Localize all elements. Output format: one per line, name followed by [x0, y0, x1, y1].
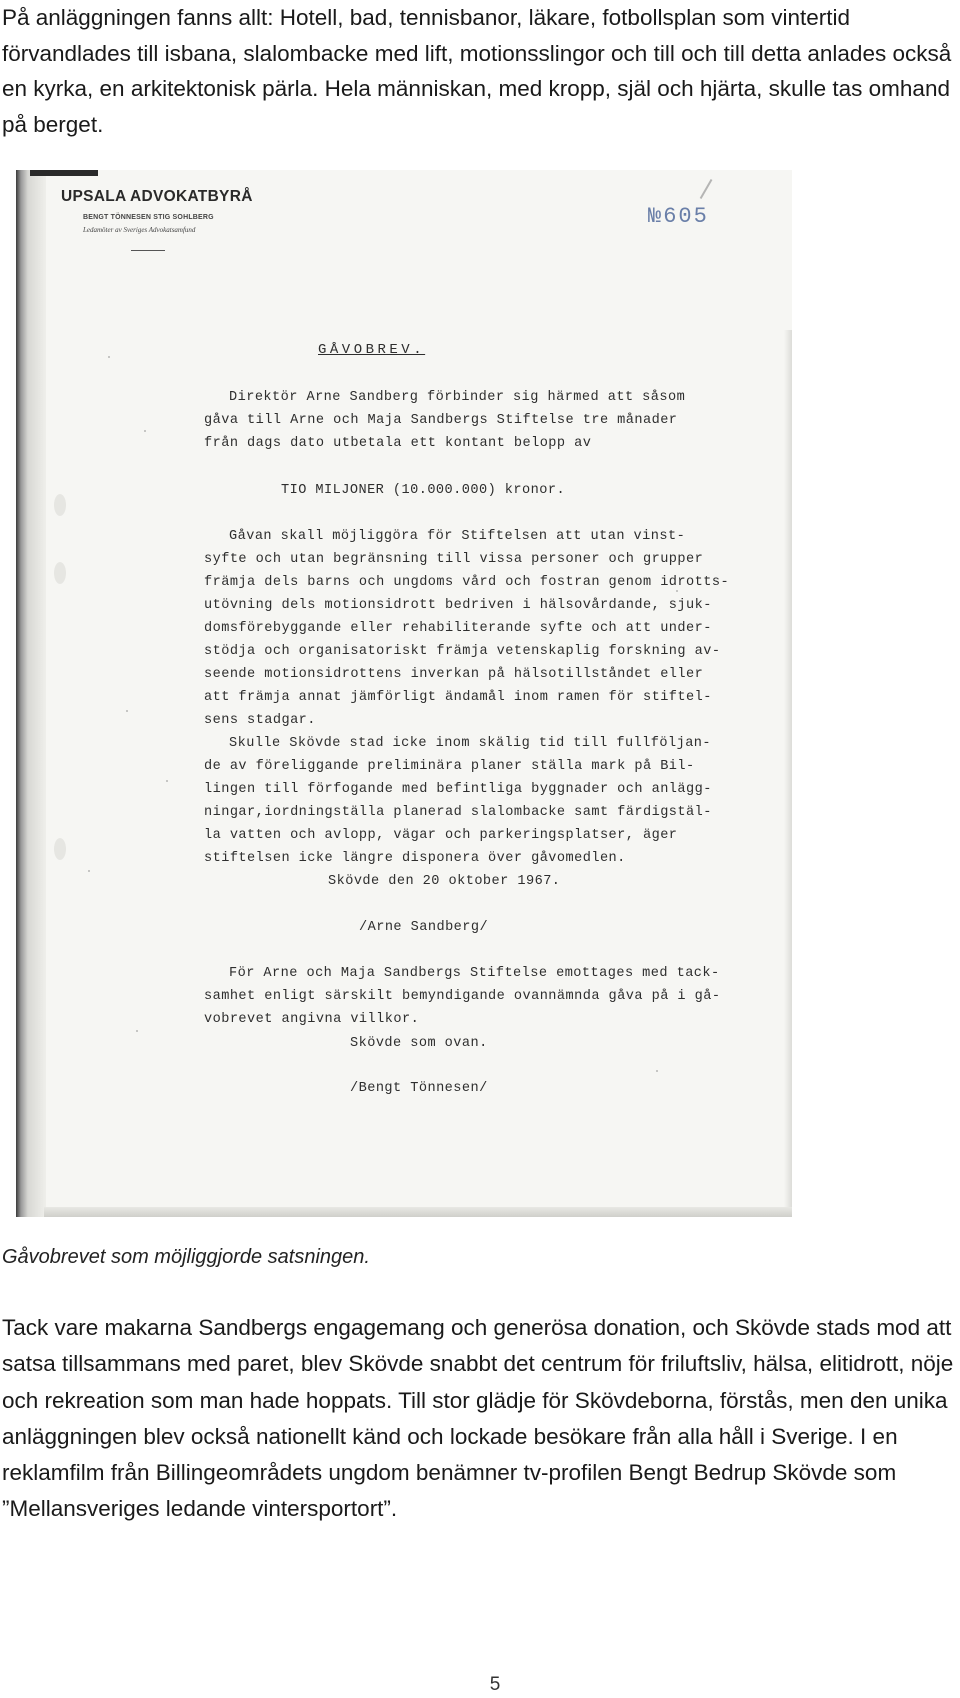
- scan-speck: [656, 1070, 658, 1072]
- letterhead-firm: UPSALA ADVOKATBYRÅ: [61, 188, 253, 205]
- letter-line: syfte och utan begränsning till vissa personer och grupper: [204, 552, 704, 567]
- letter-line: främja dels barns och ungdoms vård och fostran genom idrotts-: [204, 575, 730, 590]
- letter-line: att främja annat jämförligt ändamål inom ramen för stiftel-: [204, 690, 712, 705]
- letter-line: från dags dato utbetala ett kontant belopp av: [204, 436, 592, 451]
- letter-line: vobrevet angivna villkor.: [204, 1012, 420, 1027]
- letter-line: samhet enligt särskilt bemyndigande ovannämnda gåva på i gå-: [204, 989, 721, 1004]
- letter-signature: /Bengt Tönnesen/: [350, 1081, 488, 1096]
- letter-signature: /Arne Sandberg/: [359, 920, 489, 935]
- scan-speck: [676, 590, 678, 592]
- punch-hole: [54, 494, 66, 516]
- letter-line: stödja och organisatoriskt främja vetenskaplig forskning av-: [204, 644, 721, 659]
- scan-speck: [126, 710, 128, 712]
- scan-speck: [144, 430, 146, 432]
- letter-line: ningar,iordningställa planerad slalombacke samt färdigstäl-: [204, 805, 712, 820]
- letter-line: de av föreliggande preliminära planer ställa mark på Bil-: [204, 759, 695, 774]
- letter-line: utövning dels motionsidrott bedriven i hälsovårdande, sjuk-: [204, 598, 712, 613]
- scan-top-edge: [30, 170, 98, 176]
- intro-paragraph: På anläggningen fanns allt: Hotell, bad, tennisbanor, läkare, fotbollsplan som vintertid förvandlades till isbana, slalombacke med lift, motionsslingor och till och till detta anlades också en kyrka, en arkitektonisk pärla. Hela människan, med kropp, själ och hjärta, skulle tas omhand på berget.: [2, 5, 952, 137]
- letter-line: stiftelsen icke längre disponera över gåvomedlen.: [204, 851, 626, 866]
- letter-title: GÅVOBREV.: [318, 342, 426, 358]
- page-number: 5: [489, 1674, 501, 1695]
- scan-speck: [166, 780, 168, 782]
- scan-bottom-edge: [44, 1207, 792, 1217]
- scan-right-edge: [784, 330, 792, 1217]
- archive-stamp: №605: [648, 204, 709, 229]
- letterhead-rule: [131, 250, 165, 251]
- punch-hole: [54, 838, 66, 860]
- scan-binding-edge: [16, 170, 46, 1217]
- letter-line: Skulle Skövde stad icke inom skälig tid till fullföljan-: [229, 736, 712, 751]
- letter-line: För Arne och Maja Sandbergs Stiftelse emottages med tack-: [229, 966, 720, 981]
- body-paragraph: Tack vare makarna Sandbergs engagemang och generösa donation, och Skövde stads mod att satsa tillsammans med paret, blev Skövde snabbt det centrum för friluftsliv, hälsa, elitidrott, nöje och rekreation som man hade hoppats. Till stor glädje för Skövdeborna, förstås, men den unika anläggningen blev också nationellt känd och lockade besökare från alla håll i Sverige. I en reklamfilm från Billingeområdets ungdom benämner tv-profilen Bengt Bedrup Skövde som ”Mellansveriges ledande vintersportort”.: [2, 1315, 954, 1522]
- gavobrev-scan: [16, 170, 792, 1217]
- scan-speck: [88, 870, 90, 872]
- letter-place: Skövde som ovan.: [350, 1036, 488, 1051]
- letter-line: sens stadgar.: [204, 713, 316, 728]
- scan-speck: [136, 1030, 138, 1032]
- figure-caption: Gåvobrevet som möjliggjorde satsningen.: [2, 1246, 370, 1268]
- punch-hole: [54, 562, 66, 584]
- letter-line: lingen till förfogande med befintliga byggnader och anlägg-: [204, 782, 712, 797]
- letter-date: Skövde den 20 oktober 1967.: [328, 874, 561, 889]
- letter-amount: TIO MILJONER (10.000.000) kronor.: [281, 483, 566, 498]
- letter-line: seende motionsidrottens inverkan på hälsotillståndet eller: [204, 667, 704, 682]
- scan-speck: [108, 356, 110, 358]
- letter-line: gåva till Arne och Maja Sandbergs Stiftelse tre månader: [204, 413, 678, 428]
- letter-line: Gåvan skall möjliggöra för Stiftelsen att utan vinst-: [229, 529, 686, 544]
- letterhead-names: BENGT TÖNNESEN STIG SOHLBERG: [83, 214, 214, 221]
- stamp-mark: [700, 179, 727, 207]
- letter-line: domsförebyggande eller rehabiliterande syfte och att under-: [204, 621, 712, 636]
- letterhead-subtitle: Ledamöter av Sveriges Advokatsamfund: [83, 226, 196, 234]
- letter-line: la vatten och avlopp, vägar och parkeringsplatser, äger: [204, 828, 678, 843]
- letter-line: Direktör Arne Sandberg förbinder sig härmed att såsom: [229, 390, 686, 405]
